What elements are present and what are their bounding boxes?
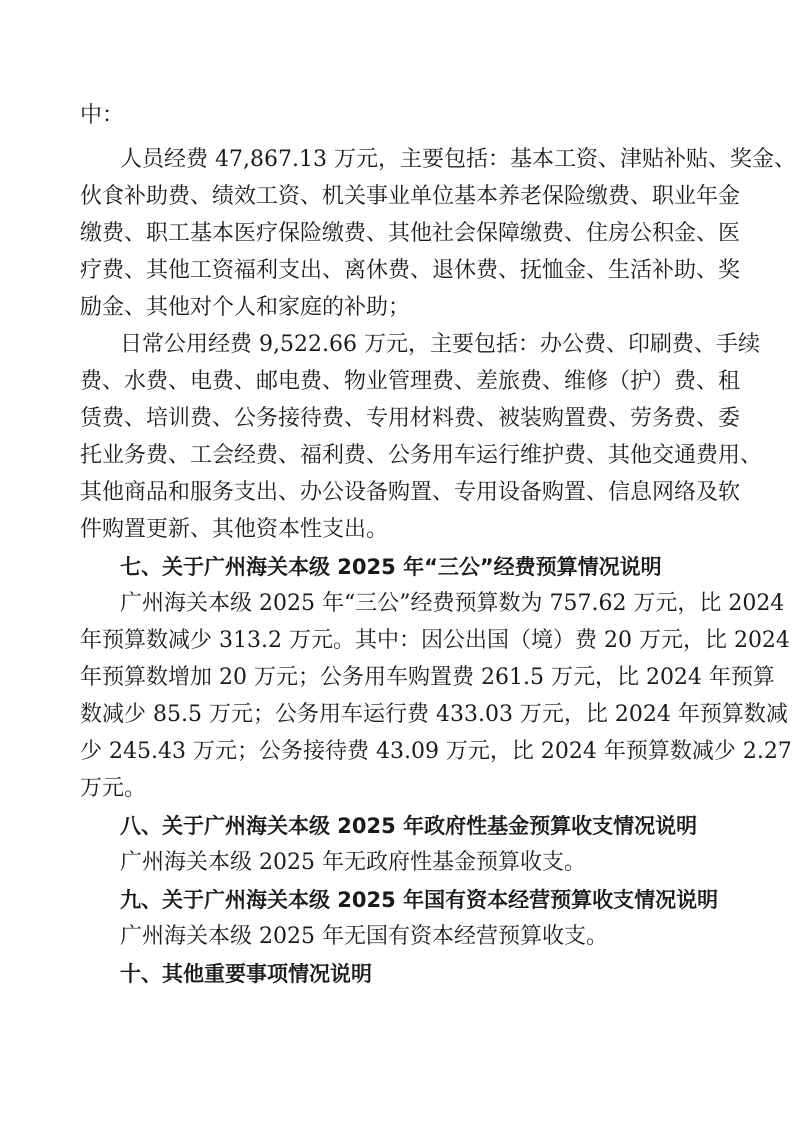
paragraph-line: 励金、其他对个人和家庭的补助； <box>80 295 411 320</box>
paragraph-line: 数减少 85.5 万元；公务用车运行费 433.03 万元，比 2024 年预算数减 <box>80 702 788 727</box>
paragraph-line: 日常公用经费 9,522.66 万元，主要包括：办公费、印刷费、手续 <box>120 332 760 357</box>
paragraph-line: 人员经费 47,867.13 万元，主要包括：基本工资、津贴补贴、奖金、 <box>120 147 796 172</box>
paragraph-line: 赁费、培训费、公务接待费、专用材料费、被装购置费、劳务费、委 <box>80 406 741 431</box>
section-heading: 七、关于广州海关本级 2025 年“三公”经费预算情况说明 <box>120 555 662 579</box>
paragraph-line: 缴费、职工基本医疗保险缴费、其他社会保障缴费、住房公积金、医 <box>80 221 741 246</box>
paragraph-line: 广州海关本级 2025 年“三公”经费预算数为 757.62 万元，比 2024 <box>120 591 785 616</box>
paragraph-line: 万元。 <box>80 776 147 801</box>
paragraph-line: 少 245.43 万元；公务接待费 43.09 万元，比 2024 年预算数减少 2.27 <box>80 739 792 764</box>
paragraph-line: 中： <box>80 103 125 128</box>
paragraph-line: 件购置更新、其他资本性支出。 <box>80 517 389 542</box>
paragraph-line: 广州海关本级 2025 年无国有资本经营预算收支。 <box>120 924 608 949</box>
paragraph-line: 年预算数增加 20 万元；公务用车购置费 261.5 万元，比 2024 年预算 <box>80 665 775 690</box>
paragraph-line: 托业务费、工会经费、福利费、公务用车运行维护费、其他交通费用、 <box>80 443 763 468</box>
paragraph-line: 广州海关本级 2025 年无政府性基金预算收支。 <box>120 850 586 875</box>
paragraph-line: 伙食补助费、绩效工资、机关事业单位基本养老保险缴费、职业年金 <box>80 184 741 209</box>
paragraph-line: 费、水费、电费、邮电费、物业管理费、差旅费、维修（护）费、租 <box>80 369 741 394</box>
section-heading: 十、其他重要事项情况说明 <box>120 962 372 986</box>
paragraph-line: 年预算数减少 313.2 万元。其中：因公出国（境）费 20 万元，比 2024 <box>80 628 790 653</box>
paragraph-line: 其他商品和服务支出、办公设备购置、专用设备购置、信息网络及软 <box>80 480 741 505</box>
section-heading: 八、关于广州海关本级 2025 年政府性基金预算收支情况说明 <box>120 814 698 838</box>
paragraph-line: 疗费、其他工资福利支出、离休费、退休费、抚恤金、生活补助、奖 <box>80 258 741 283</box>
section-heading: 九、关于广州海关本级 2025 年国有资本经营预算收支情况说明 <box>120 888 719 912</box>
